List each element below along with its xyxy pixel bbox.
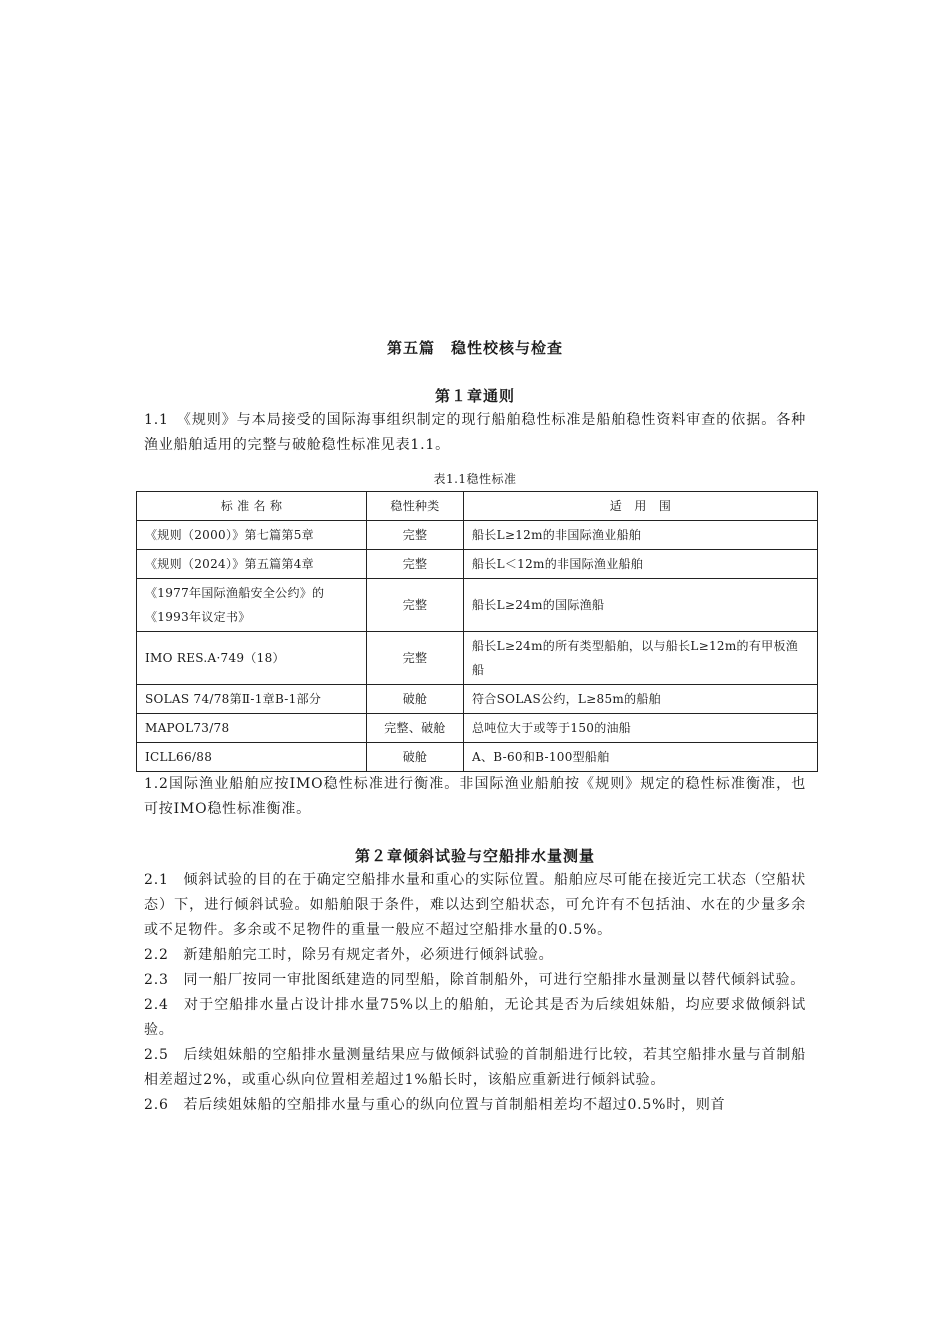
cell-standard-name: 《规则（2000）》第七篇第5章 <box>137 521 367 550</box>
cell-standard-name: 《规则（2024）》第五篇第4章 <box>137 550 367 579</box>
header-stability-type: 稳性种类 <box>367 492 464 521</box>
cell-stability-type: 完整 <box>367 550 464 579</box>
table-caption: 表1.1稳性标准 <box>433 472 517 486</box>
cell-scope: 符合SOLAS公约，L≥85m的船舶 <box>464 685 818 714</box>
cell-scope: A、B-60和B-100型船舶 <box>464 743 818 772</box>
page-content <box>144 336 806 1118</box>
cell-stability-type: 完整 <box>367 521 464 550</box>
cell-standard-name: 《1977年国际渔船安全公约》的《1993年议定书》 <box>137 579 367 632</box>
paragraph-1-1: 1.1 《规则》与本局接受的国际海事组织制定的现行船舶稳性标准是船舶稳性资料审查的依据。各种渔业船舶适用的完整与破舱稳性标准见表1.1。 <box>144 412 806 453</box>
cell-standard-name: SOLAS 74/78第Ⅱ-1章B-1部分 <box>137 685 367 714</box>
paragraph-2-6: 2.6 若后续姐妹船的空船排水量与重心的纵向位置与首制船相差均不超过0.5%时，则首 <box>144 1097 726 1113</box>
cell-stability-type: 破舱 <box>367 743 464 772</box>
cell-scope: 船长L≥12m的非国际渔业船舶 <box>464 521 818 550</box>
paragraph-2-1: 2.1 倾斜试验的目的在于确定空船排水量和重心的实际位置。船舶应尽可能在接近完工状态（空船状态）下，进行倾斜试验。如船舶限于条件，难以达到空船状态，可允许有不包括油、水在的少量多余或不足物件。多余或不足物件的重量一般应不超过空船排水量的0.5%。 <box>144 872 806 938</box>
chapter-1-title: 第１章通则 <box>434 387 515 405</box>
stability-standards-table <box>136 491 818 772</box>
table-row <box>137 743 818 772</box>
paragraph-2-2: 2.2 新建船舶完工时，除另有规定者外，必须进行倾斜试验。 <box>144 947 554 963</box>
cell-stability-type: 完整、破舱 <box>367 714 464 743</box>
table-row <box>137 550 818 579</box>
cell-standard-name: MAPOL73/78 <box>137 714 367 743</box>
cell-standard-name: ICLL66/88 <box>137 743 367 772</box>
cell-scope: 船长L≥24m的所有类型船舶，以与船长L≥12m的有甲板渔船 <box>464 632 818 685</box>
header-scope: 适 用 围 <box>464 492 818 521</box>
cell-stability-type: 完整 <box>367 632 464 685</box>
table-row <box>137 521 818 550</box>
cell-scope: 船长L＜12m的非国际渔业船舶 <box>464 550 818 579</box>
paragraph-1-2: 1.2国际渔业船舶应按IMO稳性标准进行衡准。非国际渔业船舶按《规则》规定的稳性标准衡准，也可按IMO稳性标准衡准。 <box>144 776 806 817</box>
cell-scope: 总吨位大于或等于150的油船 <box>464 714 818 743</box>
table-row <box>137 632 818 685</box>
cell-stability-type: 完整 <box>367 579 464 632</box>
part-title: 第五篇 稳性校核与检查 <box>386 339 563 357</box>
paragraph-2-3: 2.3 同一船厂按同一审批图纸建造的同型船，除首制船外，可进行空船排水量测量以替代倾斜试验。 <box>144 972 806 988</box>
cell-scope: 船长L≥24m的国际渔船 <box>464 579 818 632</box>
paragraph-2-4: 2.4 对于空船排水量占设计排水量75%以上的船舶，无论其是否为后续姐妹船，均应要求做倾斜试验。 <box>144 997 806 1038</box>
paragraph-2-5: 2.5 后续姐妹船的空船排水量测量结果应与做倾斜试验的首制船进行比较，若其空船排水量与首制船相差超过2%，或重心纵向位置相差超过1%船长时，该船应重新进行倾斜试验。 <box>144 1047 806 1088</box>
cell-stability-type: 破舱 <box>367 685 464 714</box>
cell-standard-name: IMO RES.A·749（18） <box>137 632 367 685</box>
table-row <box>137 714 818 743</box>
table-header-row <box>137 492 818 521</box>
table-row <box>137 685 818 714</box>
table-row <box>137 579 818 632</box>
chapter-2-title: 第２章倾斜试验与空船排水量测量 <box>354 847 595 865</box>
header-standard-name: 标 准 名 称 <box>137 492 367 521</box>
